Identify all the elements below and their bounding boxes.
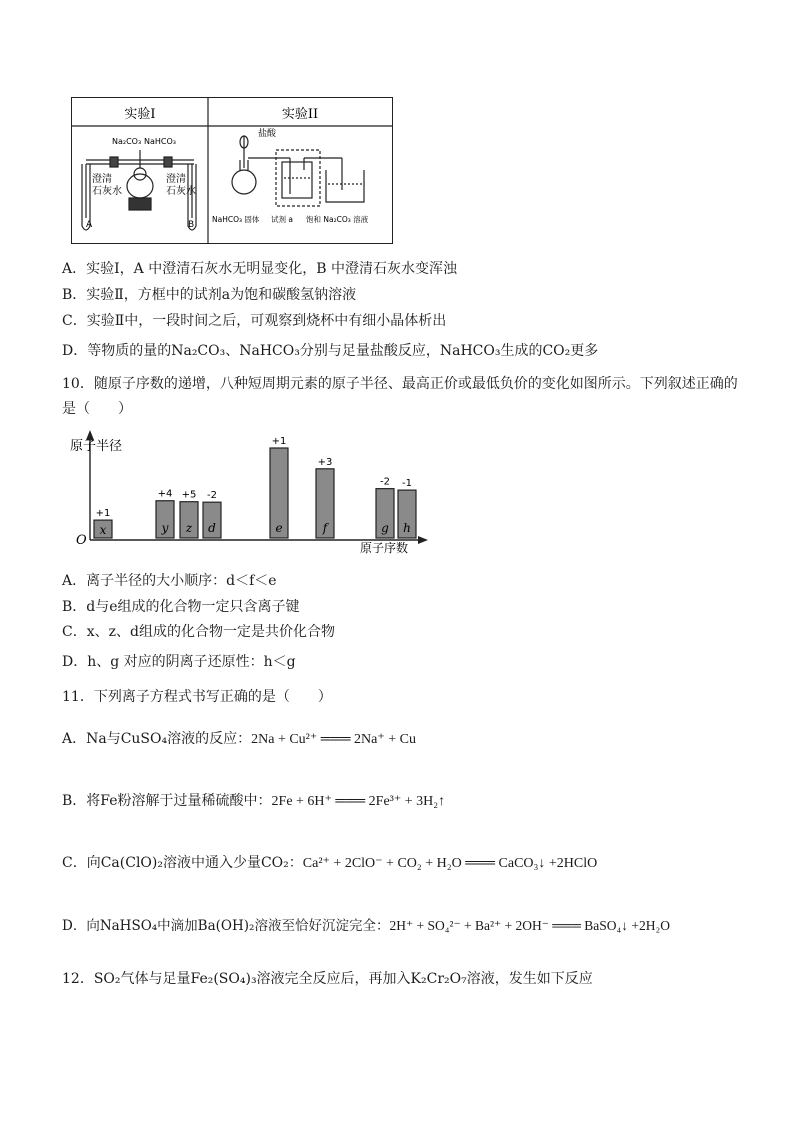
q9-option-b: B．实验Ⅱ，方框中的试剂a为饱和碳酸氢钠溶液 (62, 287, 357, 303)
q11-option-b-equation: 2Fe + 6H⁺ ═══ 2Fe³⁺ + 3H₂↑ (271, 794, 446, 809)
origin-label: O (76, 533, 87, 548)
q11-option-c-label: C．向Ca(ClO)₂溶液中通入少量CO₂： (62, 855, 303, 871)
nahco3-label: NaHCO₃ (144, 137, 176, 146)
beaker-label: 饱和 Na₂CO₃ 溶液 (306, 215, 369, 224)
valence-label-d: -2 (207, 490, 217, 502)
q11-option-d-equation: 2H⁺ + SO₄²⁻ + Ba²⁺ + 2OH⁻ ═══ BaSO₄↓ +2H₂O (389, 918, 670, 933)
valence-label-g: -2 (380, 476, 390, 488)
exp2-title: 实验II (281, 107, 319, 122)
bar-label-f: f (322, 521, 328, 535)
bar-label-d: d (208, 521, 216, 535)
valence-label-x: +1 (95, 508, 111, 520)
na2co3-label: Na₂CO₃ (112, 137, 142, 146)
tube-a-label: A (86, 220, 93, 230)
q9-option-d: D．等物质的量的Na₂CO₃、NaHCO₃分别与足量盐酸反应，NaHCO₃生成的CO₂更多 (62, 343, 599, 359)
q10-option-d: D．h、g 对应的阴离子还原性：h＜g (62, 654, 296, 670)
q9-option-a: A．实验Ⅰ，A 中澄清石灰水无明显变化，B 中澄清石灰水变浑浊 (62, 261, 457, 277)
q11-stem: 11．下列离子方程式书写正确的是（ ） (62, 689, 332, 705)
q11-option-c (62, 852, 597, 872)
solid-label: NaHCO₃ 固体 (212, 215, 260, 224)
q11-option-a-equation: 2Na + Cu²⁺ ═══ 2Na⁺ + Cu (251, 732, 416, 747)
y-axis-label: 原子半径 (70, 439, 123, 454)
exp2-apparatus (232, 136, 364, 206)
acid-label: 盐酸 (258, 129, 277, 139)
q11-option-d (62, 914, 670, 934)
bar-label-x: x (99, 523, 107, 538)
left-limewater-label: 澄清石灰水 (92, 174, 122, 197)
x-axis-label: 原子序数 (360, 541, 409, 555)
valence-label-e: +1 (271, 436, 287, 447)
q10-option-b: B．d与e组成的化合物一定只含离子键 (62, 599, 300, 615)
q11-option-a-label: A．Na与CuSO₄溶液的反应： (62, 731, 252, 747)
bar-label-e: e (275, 521, 283, 535)
right-limewater-label: 澄清石灰水 (166, 174, 196, 197)
tube-b-label: B (188, 220, 195, 230)
q10-option-c: C．x、z、d组成的化合物一定是共价化合物 (62, 624, 335, 640)
bar-label-y: y (161, 521, 169, 535)
experiment-diagram (72, 98, 392, 243)
bar-label-g: g (381, 521, 389, 535)
q11-option-b (62, 790, 445, 810)
experiment-figure (71, 97, 393, 244)
q11-option-b-label: B．将Fe粉溶解于过量稀硫酸中： (62, 793, 272, 809)
q11-option-a (62, 728, 416, 748)
q11-option-d-label: D．向NaHSO₄中滴加Ba(OH)₂溶液至恰好沉淀完全： (62, 918, 390, 934)
x-axis-arrow (418, 536, 428, 544)
exp1-title: 实验I (124, 107, 156, 122)
valence-label-z: +5 (181, 489, 197, 501)
q9-option-c: C．实验Ⅱ中，一段时间之后，可观察到烧杯中有细小晶体析出 (62, 313, 447, 329)
valence-label-y: +4 (157, 488, 173, 500)
valence-label-f: +3 (317, 456, 333, 468)
valence-label-h: -1 (402, 478, 412, 490)
q11-option-c-equation: Ca²⁺ + 2ClO⁻ + CO₂ + H₂O ═══ CaCO₃↓ +2HClO (302, 856, 598, 871)
bar-label-h: h (403, 521, 411, 535)
reagent-label: 试剂 a (271, 215, 293, 224)
q12-stem: 12．SO₂气体与足量Fe₂(SO₄)₃溶液完全反应后，再加入K₂Cr₂O₇溶液，发生如下反应 (62, 971, 593, 987)
atomic-radius-chart (60, 428, 440, 558)
bar-label-z: z (185, 521, 193, 535)
q10-option-a: A．离子半径的大小顺序：d＜f＜e (62, 573, 277, 589)
q10-stem-line1: 10．随原子序数的递增，八种短周期元素的原子半径、最高正价或最低负价的变化如图所示。下列叙述正确的 (62, 376, 738, 392)
q10-stem-line2: 是（ ） (62, 401, 132, 417)
